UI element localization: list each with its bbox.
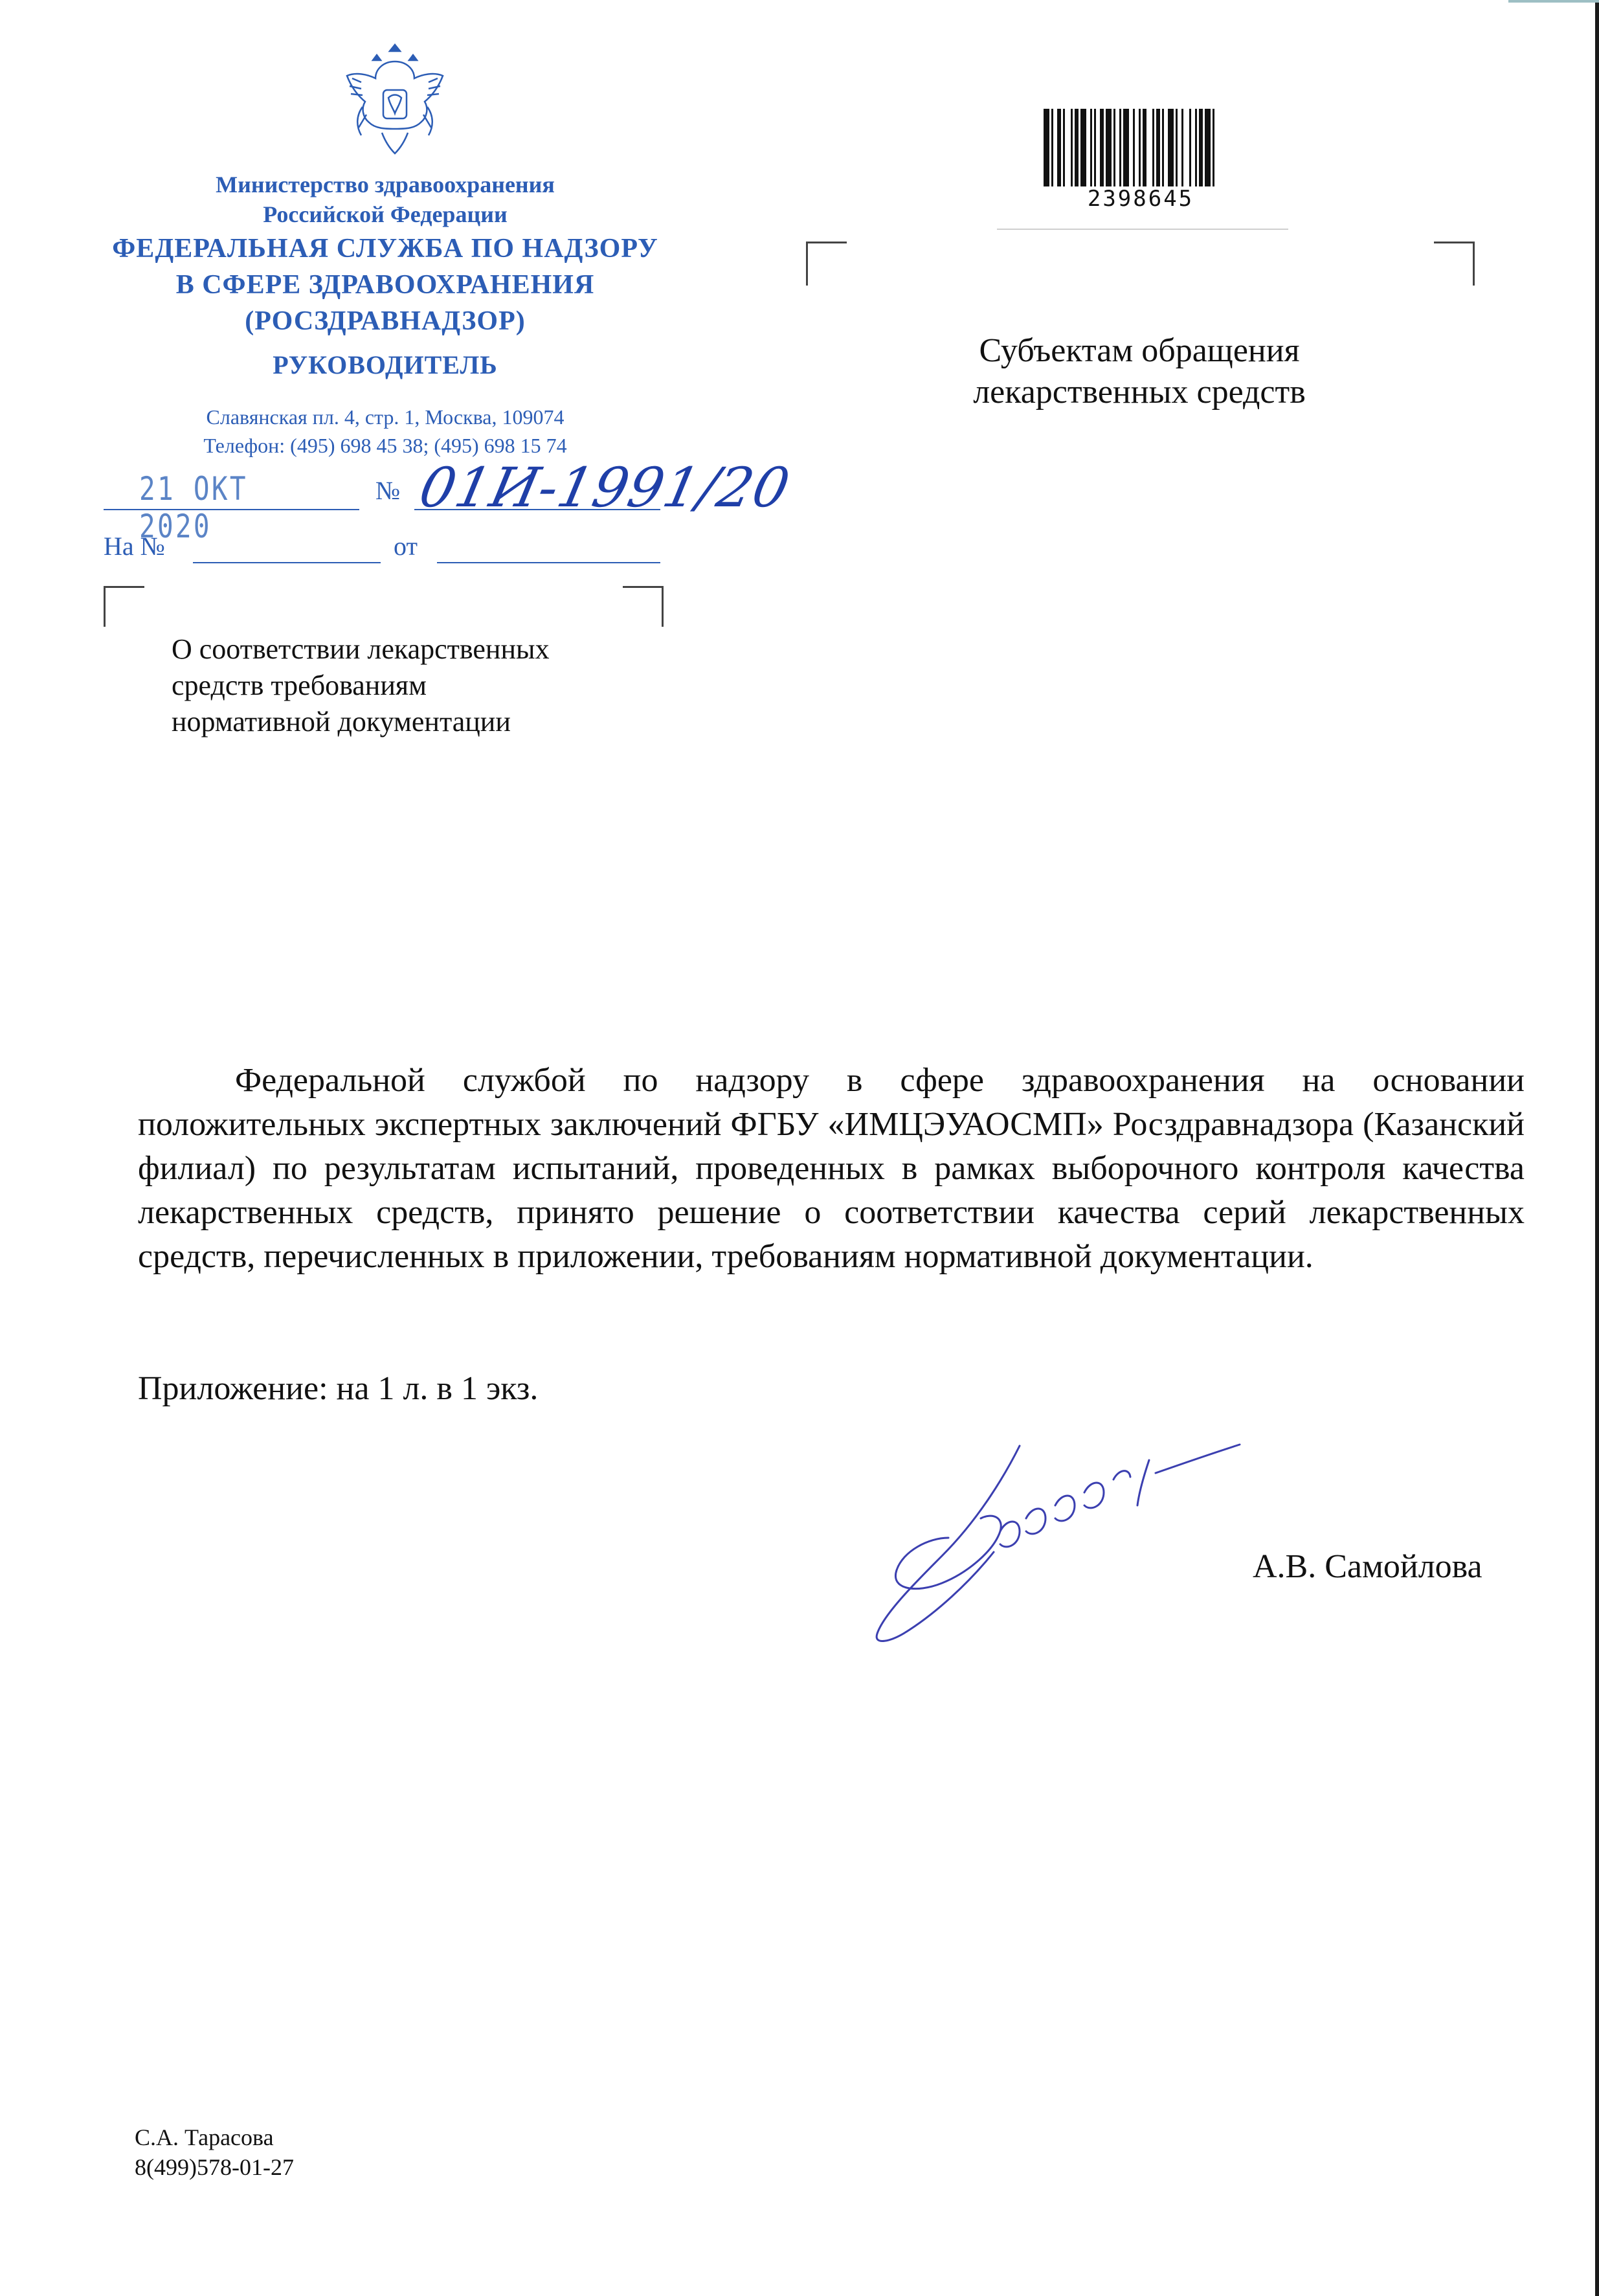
executor-block	[135, 2122, 294, 2182]
recipient-line-2: лекарственных средств	[973, 374, 1306, 411]
number-field	[414, 456, 796, 519]
handwritten-signature	[871, 1441, 1298, 1648]
role-title: РУКОВОДИТЕЛЬ	[273, 350, 498, 379]
signer-name: А.В. Самойлова	[1253, 1548, 1482, 1585]
service-line-3: (РОСЗДРАВНАДЗОР)	[245, 306, 526, 336]
recipient-bracket-left	[806, 242, 847, 286]
phone-line: Телефон: (495) 698 45 38; (495) 698 15 74	[203, 434, 567, 457]
subject-line-1: О соответствии лекарственных	[172, 633, 550, 665]
reference-label: На №	[104, 532, 165, 561]
ministry-name	[104, 170, 667, 229]
executor-name: С.А. Тарасова	[135, 2124, 274, 2150]
scan-edge	[1595, 0, 1599, 2296]
address-line: Славянская пл. 4, стр. 1, Москва, 109074	[206, 405, 565, 429]
handwritten-number: 01И-1991/20	[414, 456, 796, 519]
executor-phone: 8(499)578-01-27	[135, 2154, 294, 2180]
ministry-line-2: Российской Федерации	[263, 201, 508, 227]
recipient-line-1: Субъектам обращения	[979, 332, 1300, 369]
recipient-block	[822, 330, 1457, 413]
letter-subject	[172, 631, 664, 740]
subject-bracket-right	[623, 586, 664, 627]
ministry-line-1: Министерство здравоохранения	[216, 172, 555, 197]
russian-coat-of-arms-icon	[337, 36, 453, 165]
scan-edge-top	[1508, 0, 1599, 3]
number-sign: №	[375, 476, 401, 505]
reference-number-line	[193, 562, 381, 563]
subject-line-3: нормативной документации	[172, 706, 511, 737]
subject-line-2: средств требованиям	[172, 670, 427, 701]
recipient-bracket-right	[1434, 242, 1475, 286]
reference-from-label: от	[394, 532, 418, 561]
service-line-2: В СФЕРЕ ЗДРАВООХРАНЕНИЯ	[175, 270, 595, 300]
barcode	[1044, 109, 1238, 186]
address-block	[104, 403, 667, 460]
body-paragraph: Федеральной службой по надзору в сфере здравоохранения на основании положительных экспертных заключений ФГБУ «ИМЦЭУАОСМП» Росздравнадзора (Казанский филиал) по результатам испытаний, проведенных в рамках выборочного контроля качества лекарственных средств, принято решение о соответствии качества серий лекарственных средств, перечисленных в приложении, требованиям нормативной документации.	[138, 1062, 1525, 1275]
barcode-divider	[997, 229, 1288, 230]
date-stamp: 21 ОКТ 2020	[139, 470, 248, 545]
subject-bracket-left	[104, 586, 144, 627]
service-line-1: ФЕДЕРАЛЬНАЯ СЛУЖБА ПО НАДЗОРУ	[112, 234, 658, 264]
date-field	[104, 466, 359, 545]
barcode-number: 2398645	[1087, 186, 1194, 212]
service-name	[91, 231, 680, 339]
attachment-note: Приложение: на 1 л. в 1 экз.	[138, 1370, 539, 1407]
reference-date-line	[437, 562, 660, 563]
